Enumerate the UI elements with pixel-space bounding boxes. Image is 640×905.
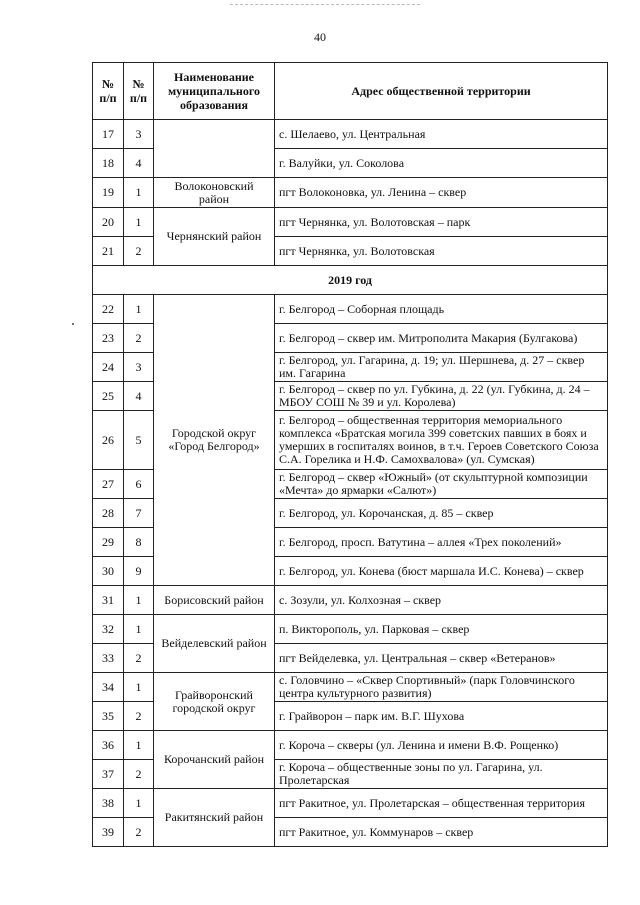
row-number: 17 — [93, 120, 124, 149]
row-sub-number: 2 — [124, 760, 154, 789]
address-cell: г. Короча – скверы (ул. Ленина и имени В.Ф. Рощенко) — [275, 731, 608, 760]
address-cell: пгт Ракитное, ул. Коммунаров – сквер — [275, 818, 608, 847]
address-cell: пгт Вейделевка, ул. Центральная – сквер «Ветеранов» — [275, 644, 608, 673]
year-row — [93, 266, 608, 295]
row-number: 25 — [93, 382, 124, 411]
address-cell: п. Викторополь, ул. Парковая – сквер — [275, 615, 608, 644]
row-sub-number: 1 — [124, 673, 154, 702]
row-sub-number: 2 — [124, 702, 154, 731]
address-cell: пгт Волоконовка, ул. Ленина – сквер — [275, 178, 608, 208]
header-municipality: Наименование муниципального образования — [154, 63, 275, 120]
address-cell: г. Белгород, ул. Гагарина, д. 19; ул. Шершнева, д. 27 – сквер им. Гагарина — [275, 353, 608, 382]
row-sub-number: 2 — [124, 237, 154, 266]
row-sub-number: 1 — [124, 208, 154, 237]
municipality-cell: Грайворонский городской округ — [154, 673, 275, 731]
row-number: 26 — [93, 411, 124, 470]
address-cell: г. Короча – общественные зоны по ул. Гагарина, ул. Пролетарская — [275, 760, 608, 789]
row-number: 31 — [93, 586, 124, 615]
row-number: 35 — [93, 702, 124, 731]
address-cell: с. Головчино – «Сквер Спортивный» (парк Головчинского центра культурного развития) — [275, 673, 608, 702]
margin-mark — [72, 323, 74, 325]
municipality-cell-empty — [154, 120, 275, 178]
address-cell: г. Белгород, просп. Ватутина – аллея «Трех поколений» — [275, 528, 608, 557]
address-cell: с. Шелаево, ул. Центральная — [275, 120, 608, 149]
header-address: Адрес общественной территории — [275, 63, 608, 120]
table-row — [93, 673, 608, 702]
row-sub-number: 2 — [124, 818, 154, 847]
row-number: 33 — [93, 644, 124, 673]
address-cell: г. Белгород – общественная территория мемориального комплекса «Братская могила 399 советских павших в боях и умерших в госпиталях воинов, в т.ч. Героев Советского Союза С.А. Горелика и Н.Ф. Самохвалова» (ул. Сумская) — [275, 411, 608, 470]
row-sub-number: 3 — [124, 120, 154, 149]
table-header-row — [93, 63, 608, 120]
row-number: 34 — [93, 673, 124, 702]
municipality-cell: Ракитянский район — [154, 789, 275, 847]
address-cell: г. Белгород – сквер по ул. Губкина, д. 22 (ул. Губкина, д. 24 – МБОУ СОШ № 39 и ул. Королева) — [275, 382, 608, 411]
row-number: 18 — [93, 149, 124, 178]
row-number: 38 — [93, 789, 124, 818]
municipality-cell: Городской округ «Город Белгород» — [154, 295, 275, 586]
table-row — [93, 615, 608, 644]
address-cell: г. Белгород – сквер «Южный» (от скульптурной композиции «Мечта» до ярмарки «Салют») — [275, 470, 608, 499]
row-sub-number: 5 — [124, 411, 154, 470]
row-sub-number: 1 — [124, 789, 154, 818]
territories-table — [92, 62, 608, 847]
year-heading: 2019 год — [93, 266, 608, 295]
address-cell: пгт Чернянка, ул. Волотовская — [275, 237, 608, 266]
row-number: 19 — [93, 178, 124, 208]
row-number: 22 — [93, 295, 124, 324]
row-sub-number: 9 — [124, 557, 154, 586]
table-row — [93, 120, 608, 149]
row-number: 32 — [93, 615, 124, 644]
row-number: 37 — [93, 760, 124, 789]
municipality-cell: Корочанский район — [154, 731, 275, 789]
row-sub-number: 4 — [124, 149, 154, 178]
row-number: 30 — [93, 557, 124, 586]
municipality-cell: Вейделевский район — [154, 615, 275, 673]
table-row — [93, 586, 608, 615]
municipality-cell: Чернянский район — [154, 208, 275, 266]
header-number: № п/п — [93, 63, 124, 120]
row-sub-number: 1 — [124, 178, 154, 208]
address-cell: с. Зозули, ул. Колхозная – сквер — [275, 586, 608, 615]
row-number: 36 — [93, 731, 124, 760]
address-cell: г. Белгород – сквер им. Митрополита Макария (Булгакова) — [275, 324, 608, 353]
top-edge-line — [230, 4, 420, 5]
row-number: 21 — [93, 237, 124, 266]
row-sub-number: 1 — [124, 295, 154, 324]
row-number: 28 — [93, 499, 124, 528]
table-row — [93, 789, 608, 818]
row-sub-number: 4 — [124, 382, 154, 411]
table-row — [93, 208, 608, 237]
row-number: 23 — [93, 324, 124, 353]
row-sub-number: 1 — [124, 731, 154, 760]
row-number: 24 — [93, 353, 124, 382]
header-sub-number: № п/п — [124, 63, 154, 120]
row-sub-number: 3 — [124, 353, 154, 382]
row-sub-number: 1 — [124, 615, 154, 644]
row-sub-number: 7 — [124, 499, 154, 528]
row-sub-number: 8 — [124, 528, 154, 557]
page-number: 40 — [314, 30, 326, 44]
address-cell: пгт Ракитное, ул. Пролетарская – общественная территория — [275, 789, 608, 818]
municipality-cell: Борисовский район — [154, 586, 275, 615]
row-sub-number: 6 — [124, 470, 154, 499]
address-cell: г. Валуйки, ул. Соколова — [275, 149, 608, 178]
row-number: 29 — [93, 528, 124, 557]
table-row — [93, 295, 608, 324]
row-number: 20 — [93, 208, 124, 237]
row-sub-number: 1 — [124, 586, 154, 615]
row-sub-number: 2 — [124, 644, 154, 673]
address-cell: г. Грайворон – парк им. В.Г. Шухова — [275, 702, 608, 731]
address-cell: г. Белгород, ул. Корочанская, д. 85 – сквер — [275, 499, 608, 528]
row-number: 27 — [93, 470, 124, 499]
table-row — [93, 731, 608, 760]
row-number: 39 — [93, 818, 124, 847]
table-row — [93, 178, 608, 208]
address-cell: пгт Чернянка, ул. Волотовская – парк — [275, 208, 608, 237]
row-sub-number: 2 — [124, 324, 154, 353]
address-cell: г. Белгород, ул. Конева (бюст маршала И.С. Конева) – сквер — [275, 557, 608, 586]
municipality-cell: Волоконовский район — [154, 178, 275, 208]
address-cell: г. Белгород – Соборная площадь — [275, 295, 608, 324]
